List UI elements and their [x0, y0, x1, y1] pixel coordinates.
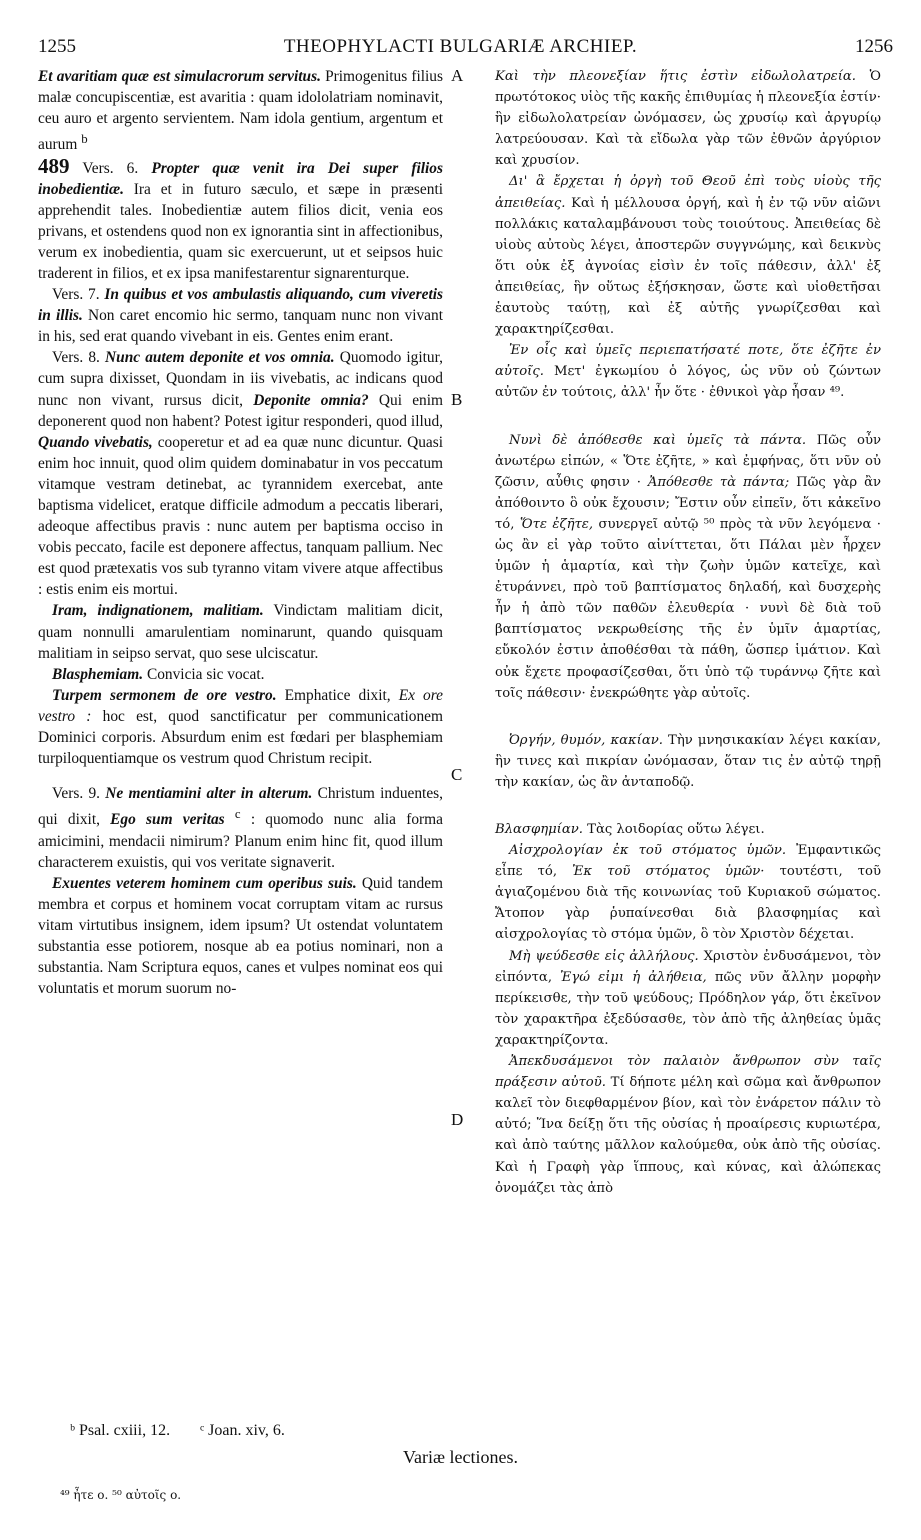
latin-lemma: Turpem sermonem de ore vestro. [52, 686, 277, 704]
latin-lemma: Ne mentiamini alter in alterum. [105, 785, 313, 803]
footnote: ᵇ Psal. cxiii, 12. [70, 1422, 171, 1439]
greek-text: Πῶς γὰρ ἂν ἀπόθοιντο ὃ οὐκ ἔχουσιν; Ἔστιν οὖν εἰπεῖν, ὅτι κἀκεῖνο τό, [495, 474, 881, 532]
latin-lemma: Quando vivebatis, [38, 433, 153, 451]
greek-lemma: Νυνὶ δὲ ἀπόθεσθε καὶ ὑμεῖς τὰ πάντα. [509, 432, 807, 448]
greek-text: τουτέστι, τοῦ ἁγιαζομένου διὰ τῆς κοινωνίας τοῦ Κυριακοῦ σώματος. Ἄτοπον γὰρ ῥυπαίνεσθαι διὰ βλασφημίας καὶ αἰσχρολογίας τὸ στόμα ὑμῶν, ὃ τὸν Χριστὸν δέχεται. [495, 864, 882, 943]
latin-lemma: Blasphemiam. [52, 665, 144, 683]
margin-letter-b: B [451, 390, 463, 409]
greek-lemma: Μὴ ψεύδεσθε εἰς ἀλλήλους. [509, 948, 699, 964]
greek-text: Καὶ ἡ μέλλουσα ὀργή, καὶ ἡ ἐν τῷ νῦν αἰῶνι πολλάκις καταλαμβάνουσι τοὺς τοιούτους. Ἀπειθείας δὲ υἱοὺς αὐτοὺς λέγει, ἀποστερῶν συγγνώμης, καὶ δεικνὺς ὅτι οὐκ ἐξ ἀγνοίας εἰσὶν ἐν τοῖς πάθεσιν, ἀλλ' ἐξ ἀπειθείας, ἣν οὕτως ἐξήσκησαν, ὥστε καὶ υἱοθετῆσαι ἑαυτοὺς ταύτῃ, καὶ ἐξ αὐτῆς γνωρίζεσθαι καὶ χαρακτηρίζεσθαι. [495, 195, 881, 338]
latin-lemma: Ex ore vestro : [38, 686, 443, 725]
column-number: 489 [38, 153, 70, 178]
greek-text: πῶς νῦν ἄλλην μορφὴν περίκεισθε, τὴν τοῦ ψεύδους; Πρόδηλον γάρ, ὅτι ἐκεῖνον τὸν χαρακτῆρα ἐξεδύσασθε, τὸν ἀπὸ τῆς ἀληθείας ὑμᾶς χαρακτηρίζοντα. [495, 969, 881, 1048]
greek-text: συνεργεῖ αὐτῷ ⁵⁰ πρὸς τὰ νῦν λεγόμενα · ὡς ἂν εἰ γὰρ τοῦτο αἰνίττεται, ὅτι Πάλαι μὲν ἦρχεν ὑμῶν ἡ ἁμαρτία, καὶ τὴν ζωὴν ὑμῶν κατεῖχε, καὶ ἐτυράννει, πρὸ τοῦ βαπτίσματος δηλαδή, καὶ δυσχερὴς ἦν ἡ ἀπὸ τῶν παθῶν ἐλευθερία · νυνὶ δὲ διὰ τοῦ βαπτίσματος νεκρωθείσης τῆς ἐν ὑμῖν ἁμαρτίας, εὔκολόν ἐστιν ἀποθέσθαι τὰ πάθη, ὥσπερ ἱμάτιον. Καὶ οὐκ ἔχετε προφασίζεσθαι, ὅτι ὑπὸ τῷ τυράννῳ ζῆτε καὶ τοῖς πάθεσιν· ἐνεκρώθητε γὰρ αὐτοῖς. [495, 516, 881, 701]
latin-text: Emphatice dixit, [284, 686, 391, 704]
latin-column [38, 66, 443, 999]
latin-paragraph [38, 153, 443, 285]
greek-text: Χριστὸν ἐνδυσάμενοι, τὸν εἰπόντα, [495, 948, 881, 985]
latin-lemma: Nunc autem deponite et vos omnia. [105, 349, 335, 367]
latin-paragraph [38, 685, 443, 769]
latin-lemma: Propter quæ venit ira Dei super filios inobedientiæ. [38, 159, 443, 198]
variae-lectiones-notes: ⁴⁹ ἦτε ο. ⁵⁰ αὐτοῖς ο. [60, 1488, 182, 1502]
greek-text: Ἐμφαντικῶς εἶπε τό, [495, 843, 881, 880]
greek-column [495, 66, 881, 1199]
latin-text: Primogenitus filius malæ concupiscentiæ, est avaritia : quam idololatriam nominavit, ceu auro et argento servientem. Nam idola gentium, argentum et aurum [38, 68, 443, 154]
greek-text: Πῶς οὖν ἀνωτέρω εἰπών, « Ὅτε ἐζῆτε, » καὶ ἐμφήνας, ὅτι νῦν οὐ ζῶσιν, αὖθις φησιν · [495, 432, 881, 490]
greek-paragraph [495, 730, 881, 793]
latin-lemma: Ego sum veritas [110, 811, 225, 829]
greek-paragraph [495, 66, 881, 171]
greek-lemma: Ἀπόθεσθε τὰ πάντα; [647, 474, 790, 490]
latin-lemma: Iram, indignationem, malitiam. [52, 602, 264, 620]
latin-text: : quomodo nunc alia forma amicimini, mendacii nimirum? Planum enim hinc fit, quod illum characterem exuistis, qui vos veritate signaverit. [38, 811, 443, 871]
footnote-ref: b [81, 132, 88, 147]
latin-lemma: Et avaritiam quæ est simulacrorum servitus. [38, 68, 321, 85]
greek-paragraph [495, 171, 881, 340]
latin-text: Non caret encomio hic sermo, tanquam nunc non vivant in his, sed erat quando vivebant in eis. Gentes enim erant. [38, 307, 443, 346]
latin-paragraph [38, 284, 443, 347]
latin-paragraph [38, 347, 443, 600]
latin-text: Ira et in futuro sæculo, et sæpe in præsenti apprehendit tales. Inobedientiæ autem filios dicit, venia eos privans, et ostendens quod non ex ignorantia sint in affectionibus, verum ex inobedientia, quam sic exercuerunt, ut et seipsos huic traderent in filios, et ex ipsa manifestarentur signarenturque. [38, 180, 443, 282]
greek-lemma: Ἐγώ εἰμι ἡ ἀλήθεια, [560, 969, 707, 985]
greek-lemma: Βλασφημίαν. [495, 822, 583, 837]
greek-lemma: Ἐν οἷς καὶ ὑμεῖς περιεπατήσατέ ποτε, ὅτε ἐζῆτε ἐν αὐτοῖς. [495, 343, 881, 380]
latin-text: Convicia sic vocat. [146, 665, 265, 683]
verse-label: Vers. 6. [82, 159, 139, 177]
latin-paragraph [38, 783, 443, 873]
latin-lemma: Exuentes veterem hominem cum operibus suis. [52, 874, 357, 892]
margin-letter-c: C [451, 765, 463, 784]
latin-text: Qui enim deponerent quod non habent? Potest igitur responderi, quod illud, [38, 391, 443, 430]
footnote-ref: c [234, 807, 241, 822]
verse-label: Vers. 8. [52, 349, 100, 367]
greek-lemma: Ἐκ τοῦ στόματος ὑμῶν· [572, 864, 765, 880]
margin-letter-a: A [451, 66, 464, 85]
latin-text: hoc est, quod sanctificatur per communicationem Dominici corporis. Absurdum enim est fœdari per blasphemiam turpiloquentiamque os vestrum quod Christum recipit. [38, 707, 443, 768]
latin-paragraph [38, 664, 443, 685]
latin-text: Quid tandem membra et corpus et hominem vocat corruptam vitam ac rursus vitam virtutibus insignem, idem ipsum? Ut ostendat voluntatem substantia esse potiorem, nosque ab ea potius nominari, non a substantia. Nam Scriptura equos, canes et vulpes nominat eos qui voluntatis et morum suorum no- [38, 874, 443, 998]
greek-text: Μετ' ἐγκωμίου ὁ λόγος, ὡς νῦν οὐ ζώντων αὐτῶν ἐν τούτοις, ἀλλ' ἦν ὅτε · ἐθνικοὶ γὰρ ἦσαν ⁴⁹. [495, 364, 881, 401]
latin-paragraph [38, 600, 443, 663]
page-number-left: 1255 [38, 36, 76, 57]
greek-text: Τί δήποτε μέλη καὶ σῶμα καὶ ἄνθρωπον καλεῖ τὸν διεφθαρμένον βίον, καὶ τὸν ἐνάρετον πάλιν τὸ αὐτό; Ἵνα δείξῃ ὅτι τῆς οὐσίας ἡ προαίρεσις κυριωτέρα, καὶ ἀπὸ ταύτης μᾶλλον καλούμεθα, οὐκ ἀπὸ τῆς οὐσίας. Καὶ ἡ Γραφὴ γὰρ ἵππους, καὶ κύνας, καὶ ἀλώπεκας ὀνομάζει τὰς ἀπὸ [495, 1075, 881, 1196]
greek-lemma: Καὶ τὴν πλεονεξίαν ἥτις ἐστὶν εἰδωλολατρεία. [495, 69, 857, 84]
greek-paragraph [495, 1051, 881, 1199]
verse-label: Vers. 7. [52, 286, 100, 304]
greek-lemma: Ἀπεκδυσάμενοι τὸν παλαιὸν ἄνθρωπον σὺν ταῖς πράξεσιν αὐτοῦ. [495, 1054, 881, 1091]
latin-text: Quomodo igitur, cum supra dixisset, Quondam in iis vivebatis, ac indicans quod nunc non vivant, rursus dicit, [38, 349, 443, 409]
greek-paragraph [495, 840, 881, 945]
greek-text: Τὰς λοιδορίας οὕτω λέγει. [587, 822, 765, 837]
page-header [0, 36, 921, 62]
latin-lemma: In quibus et vos ambulastis aliquando, cum viveretis in illis. [38, 286, 444, 325]
greek-lemma: Ὅτε ἐζῆτε, [519, 516, 594, 532]
greek-lemma: Αἰσχρολογίαν ἐκ τοῦ στόματος ὑμῶν. [509, 843, 787, 859]
greek-paragraph [495, 946, 881, 1051]
latin-text: Christum induentes, qui dixit, [38, 785, 443, 829]
latin-text: cooperetur et ad ea quæ nunc dicuntur. Quasi enim hoc innuit, quod olim quidem dominabatur in vos peccatum vitamque vestram detinebat, ac tyrannidem exercebat, ante baptisma videlicet, eratque difficile admodum a peccatis liberari, adeoque affectibus pravis : nunc autem per baptisma occiso in vobis peccato, facile est deponere affectus, tanquam pallium. Nec est quod prætexatis vos sub tyranno vitam vivere atque affectibus : estis enim eis mortui. [38, 433, 443, 599]
footnote: ᶜ Joan. xiv, 6. [200, 1422, 285, 1439]
latin-text: Vindictam malitiam dicit, quam nonnulli amarulentiam nominarunt, quando quisquam malitiam in seipso servat, quo sese ulciscatur. [38, 602, 443, 662]
margin-letter-d: D [451, 1110, 464, 1129]
greek-lemma: Ὀργήν, θυμόν, κακίαν. [509, 732, 663, 748]
variae-lectiones-title: Variæ lectiones. [403, 1447, 518, 1467]
latin-lemma: Deponite omnia? [253, 391, 369, 409]
verse-label: Vers. 9. [52, 785, 101, 803]
running-title: THEOPHYLACTI BULGARIÆ ARCHIEP. [283, 36, 638, 57]
greek-paragraph [495, 340, 881, 403]
footnotes [70, 1422, 311, 1440]
greek-paragraph [495, 430, 881, 704]
greek-text: Ὁ πρωτότοκος υἱὸς τῆς κακῆς ἐπιθυμίας ἡ πλεονεξία ἐστίν· ἣν εἰδωλολατρείαν ὠνόμασεν, ὡς χρυσίῳ καὶ ἀργυρίῳ λατρεύουσαν. Καὶ τὰ εἴδωλα γὰρ τῶν ἐθνῶν ἀργύριον καὶ χρυσίον. [495, 69, 881, 169]
page-number-right: 1256 [855, 36, 893, 57]
latin-paragraph [38, 873, 443, 1000]
greek-paragraph [495, 819, 881, 840]
greek-lemma: Δι' ἃ ἔρχεται ἡ ὀργὴ τοῦ Θεοῦ ἐπὶ τοὺς υἱοὺς τῆς ἀπειθείας. [495, 174, 881, 211]
greek-text: Τὴν μνησικακίαν λέγει κακίαν, ἣν τινες καὶ πικρίαν ὠνόμασαν, ὅταν τις ἐν αὐτῷ τηρῇ τὴν κακίαν, ὡς ἂν ἀνταποδῷ. [495, 732, 881, 790]
latin-paragraph [38, 66, 443, 156]
